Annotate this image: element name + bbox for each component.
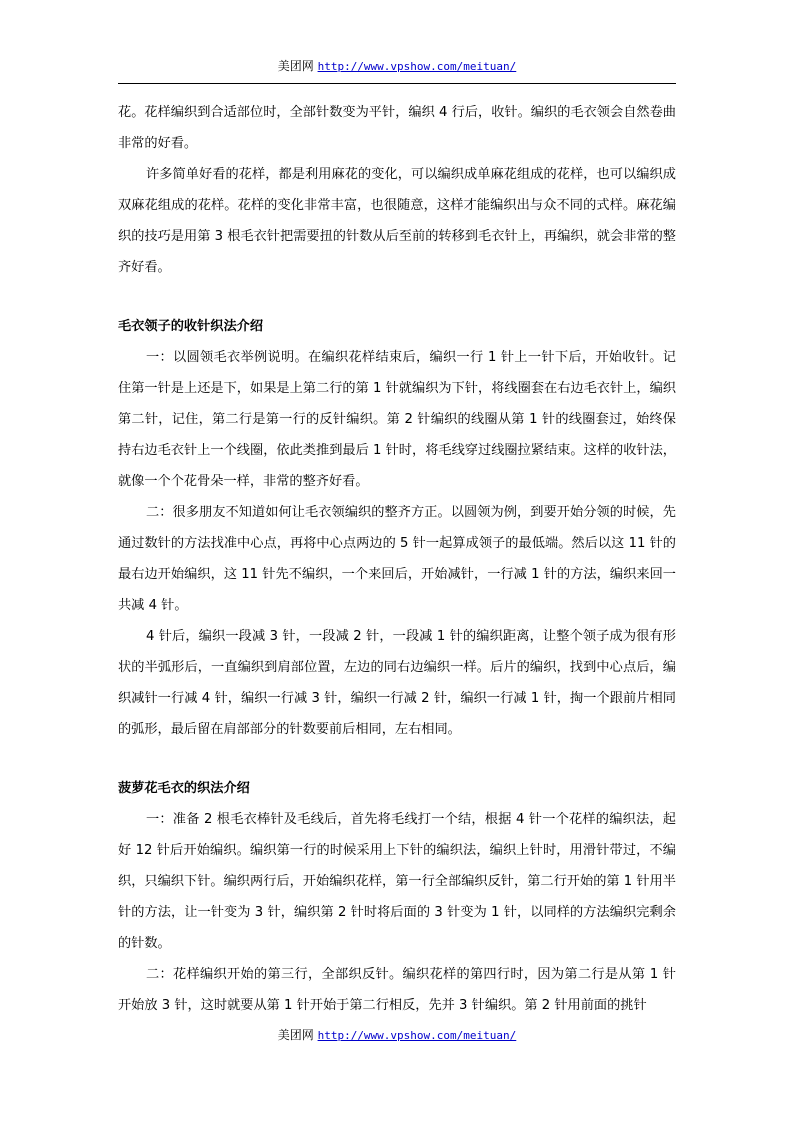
header-url-link[interactable]: http://www.vpshow.com/meituan/ (317, 60, 517, 73)
page-footer (118, 1027, 676, 1044)
body-paragraph: 4 针后，编织一段减 3 针，一段减 2 针，一段减 1 针的编织距离，让整个领子成为很有形状的半弧形后，一直编织到肩部位置，左边的同右边编织一样。后片的编织，找到中心点后，编织减针一行减 4 针，编织一行减 3 针，编织一行减 2 针，编织一行减 1 针，掏一个跟前片相同的弧形，最后留在肩部部分的针数要前后相同，左右相同。 (118, 629, 676, 737)
footer-site-name: 美团网 (277, 1028, 314, 1042)
body-paragraph: 二：很多朋友不知道如何让毛衣领编织的整齐方正。以圆领为例，到要开始分领的时候，先通过数针的方法找准中心点，再将中心点两边的 5 针一起算成领子的最低端。然后以这 11 针的最右边开始编织，这 11 针先不编织，一个来回后，开始减针，一行减 1 针的方法，编织来回一共减 4 针。 (118, 505, 676, 613)
section-heading-pineapple: 菠萝花毛衣的织法介绍 (118, 781, 250, 796)
body-paragraph: 二：花样编织开始的第三行，全部织反针。编织花样的第四行时，因为第二行是从第 1 针开始放 3 针，这时就要从第 1 针开始于第二行相反，先并 3 针编织。第 2 针用前面的挑针 (118, 967, 676, 1013)
document-body (118, 97, 676, 1021)
footer-url-link[interactable]: http://www.vpshow.com/meituan/ (317, 1029, 517, 1042)
body-paragraph: 许多简单好看的花样，都是利用麻花的变化，可以编织成单麻花组成的花样，也可以编织成双麻花组成的花样。花样的变化非常丰富，也很随意，这样才能编织出与众不同的式样。麻花编织的技巧是用第 3 根毛衣针把需要扭的针数从后至前的转移到毛衣针上，再编织，就会非常的整齐好看。 (118, 167, 676, 275)
page-header (118, 57, 676, 76)
header-divider (118, 83, 676, 84)
section-heading-collar: 毛衣领子的收针织法介绍 (118, 319, 264, 334)
body-paragraph: 一：以圆领毛衣举例说明。在编织花样结束后，编织一行 1 针上一针下后，开始收针。记住第一针是上还是下，如果是上第二行的第 1 针就编织为下针，将线圈套在右边毛衣针上，编织第二针，记住，第二行是第一行的反针编织。第 2 针编织的线圈从第 1 针的线圈套过，始终保持右边毛衣针上一个线圈，依此类推到最后 1 针时，将毛线穿过线圈拉紧结束。这样的收针法，就像一个个花骨朵一样，非常的整齐好看。 (118, 350, 676, 489)
body-paragraph: 花。花样编织到合适部位时，全部针数变为平针，编织 4 行后，收针。编织的毛衣领会自然卷曲非常的好看。 (118, 105, 676, 151)
body-paragraph: 一：准备 2 根毛衣棒针及毛线后，首先将毛线打一个结，根据 4 针一个花样的编织法，起好 12 针后开始编织。编织第一行的时候采用上下针的编织法，编织上针时，用滑针带过，不编织，只编织下针。编织两行后，开始编织花样，第一行全部编织反针，第二行开始的第 1 针用半针的方法，让一针变为 3 针，编织第 2 针时将后面的 3 针变为 1 针，以同样的方法编织完剩余的针数。 (118, 812, 676, 951)
header-site-name: 美团网 (277, 59, 314, 73)
